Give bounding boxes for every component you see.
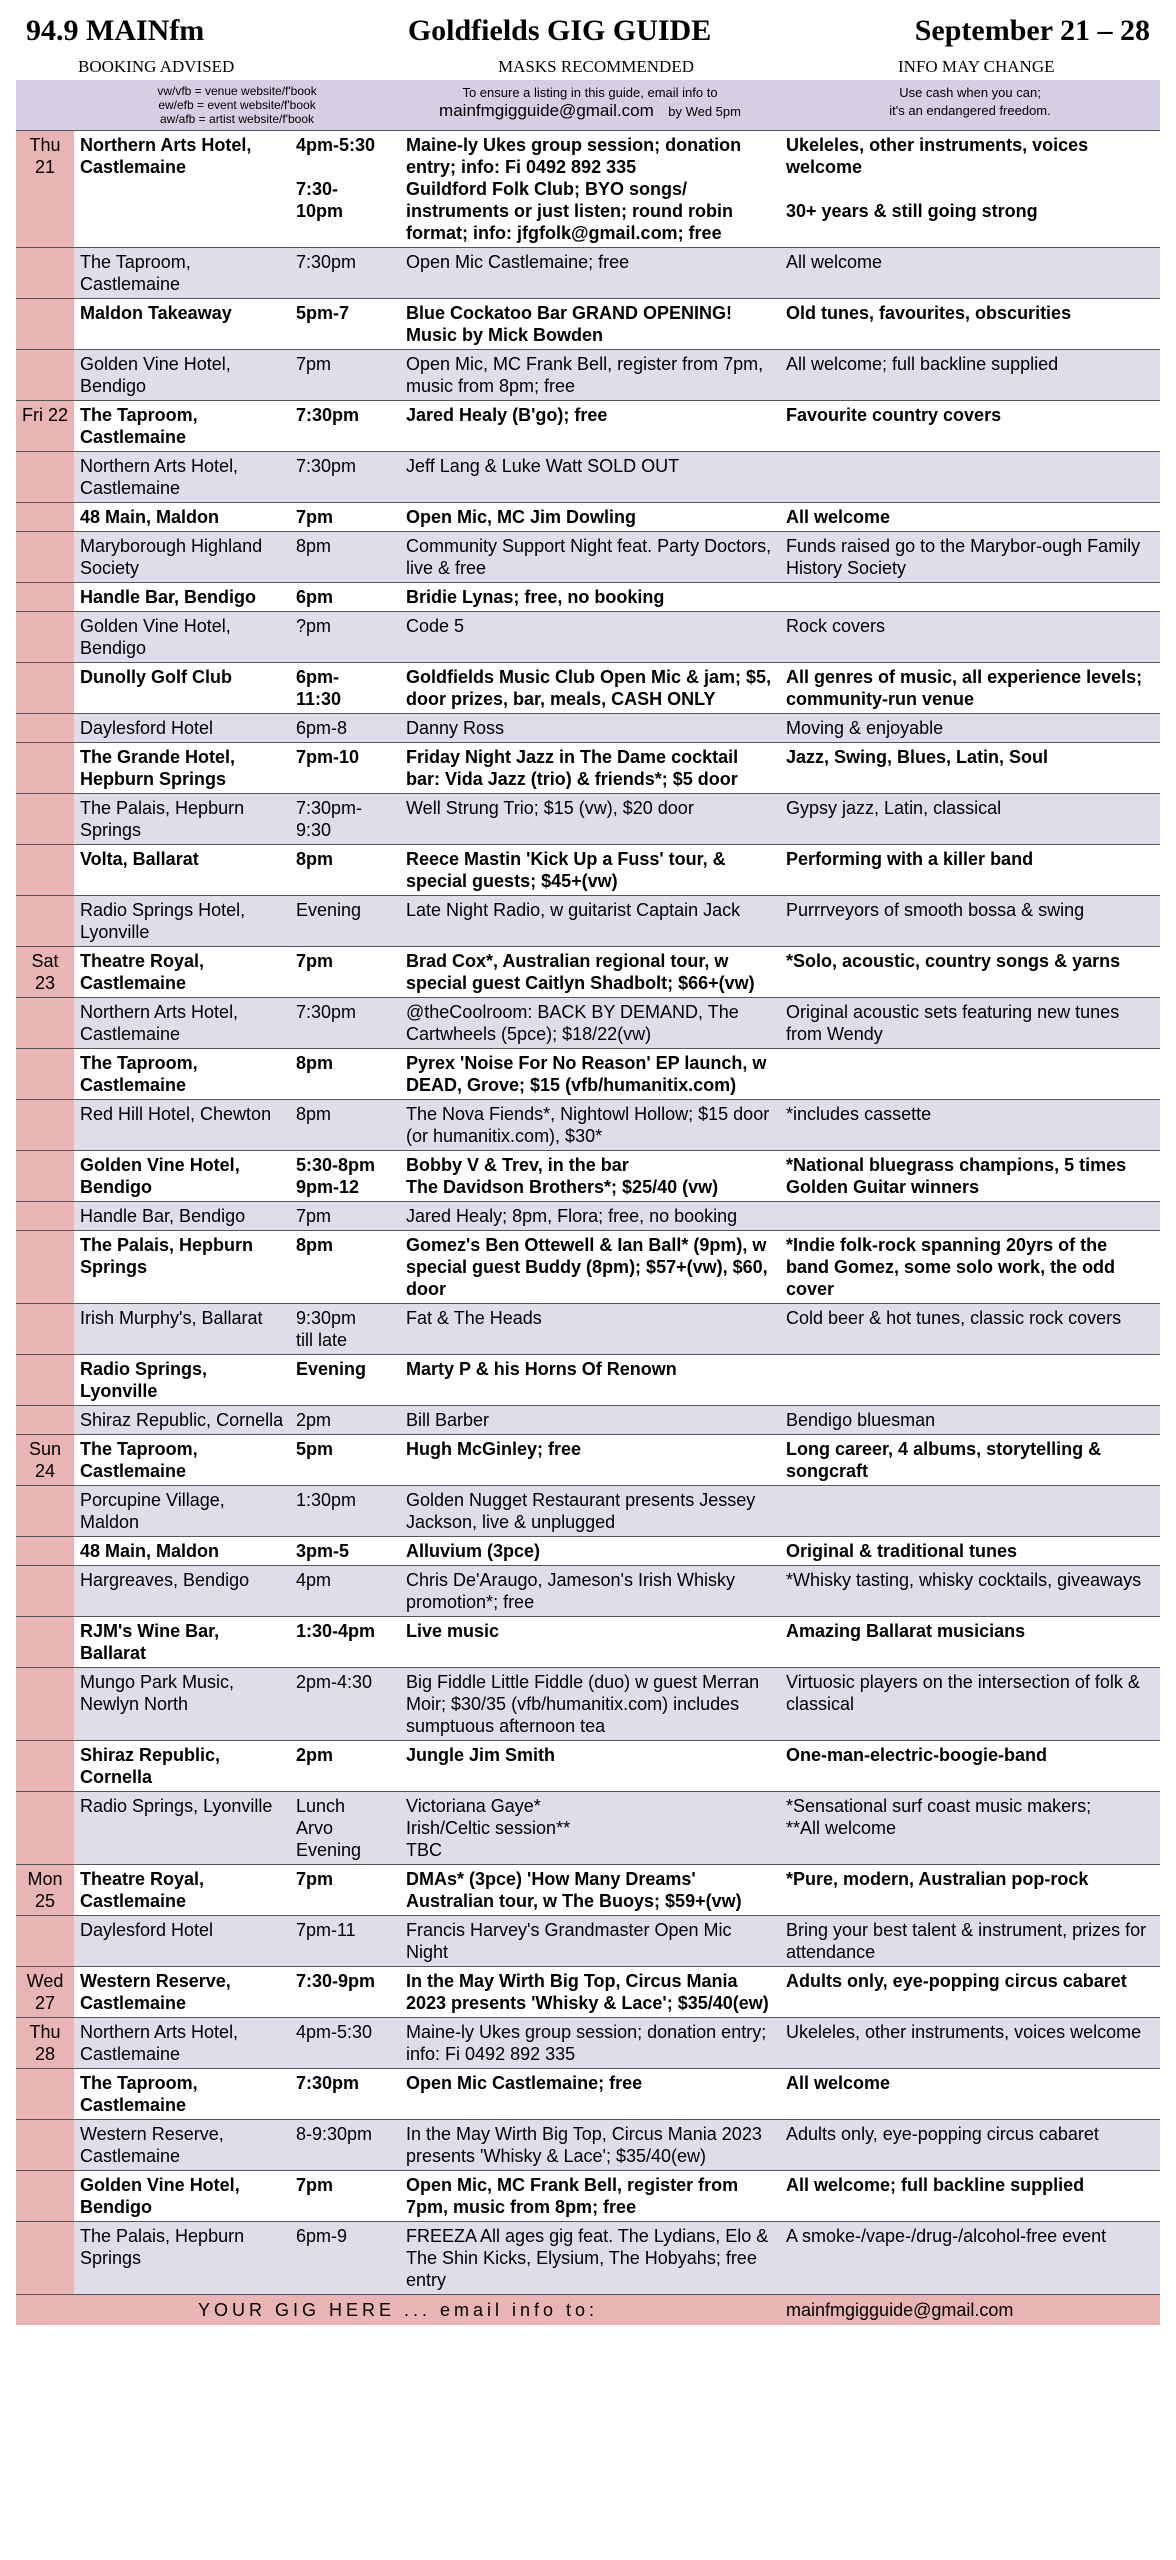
gig-venue: Golden Vine Hotel, Bendigo	[80, 2175, 240, 2217]
gig-info: *Pure, modern, Australian pop-rock	[786, 1869, 1089, 1889]
gig-time: 4pm	[290, 1566, 400, 1617]
gig-row	[16, 583, 1160, 612]
gig-row	[16, 1049, 1160, 1100]
notice-text: To ensure a listing in this guide, email info to	[462, 85, 718, 100]
gig-event: Jared Healy; 8pm, Flora; free, no booking	[400, 1202, 780, 1231]
gig-info: All welcome	[780, 248, 1160, 299]
gig-day	[16, 998, 74, 1049]
gig-event: Blue Cockatoo Bar GRAND OPENING! Music by Mick Bowden	[406, 303, 733, 345]
gig-row	[16, 1792, 1160, 1865]
gig-row	[16, 794, 1160, 845]
gig-venue: Daylesford Hotel	[74, 714, 290, 743]
gig-venue: Mungo Park Music, Newlyn North	[74, 1668, 290, 1741]
gig-info: *Whisky tasting, whisky cocktails, giveaways	[780, 1566, 1160, 1617]
gig-day	[16, 1049, 74, 1100]
cash-notice	[780, 80, 1160, 131]
gig-info: Amazing Ballarat musicians	[786, 1621, 1026, 1641]
gig-row	[16, 1100, 1160, 1151]
gig-info: All genres of music, all experience levels; community-run venue	[786, 667, 1143, 709]
gig-row	[16, 714, 1160, 743]
gig-day	[16, 714, 74, 743]
gig-event: DMAs* (3pce) 'How Many Dreams' Australian tour, w The Buoys; $59+(vw)	[406, 1869, 742, 1911]
gig-time: 7:30pm	[296, 405, 360, 425]
gig-venue: The Palais, Hepburn Springs	[74, 2222, 290, 2295]
gig-info: Bring your best talent & instrument, prizes for attendance	[780, 1916, 1160, 1967]
gig-info: Performing with a killer band	[786, 849, 1034, 869]
gig-time: 7:30-9pm	[296, 1971, 376, 1991]
gig-row	[16, 1865, 1160, 1916]
gig-time: 6pm- 11:30	[296, 667, 342, 709]
gig-info: Original acoustic sets featuring new tunes from Wendy	[780, 998, 1160, 1049]
gig-info	[780, 452, 1160, 503]
gig-info: Purrrveyors of smooth bossa & swing	[780, 896, 1160, 947]
gig-time: 7pm-11	[290, 1916, 400, 1967]
gig-event: Pyrex 'Noise For No Reason' EP launch, w DEAD, Grove; $15 (vfb/humanitix.com)	[406, 1053, 767, 1095]
gig-info: All welcome	[786, 507, 891, 527]
gig-day	[16, 743, 74, 794]
gig-row	[16, 845, 1160, 896]
gig-venue: The Taproom, Castlemaine	[74, 248, 290, 299]
gig-time: 9:30pm till late	[290, 1304, 400, 1355]
gig-venue: The Palais, Hepburn Springs	[80, 1235, 254, 1277]
gig-venue: Theatre Royal, Castlemaine	[80, 951, 205, 993]
gig-event: The Nova Fiends*, Nightowl Hollow; $15 door (or humanitix.com), $30*	[400, 1100, 780, 1151]
gig-event: Reece Mastin 'Kick Up a Fuss' tour, & special guests; $45+(vw)	[406, 849, 726, 891]
gig-venue: The Taproom, Castlemaine	[80, 1439, 198, 1481]
gig-info: Cold beer & hot tunes, classic rock covers	[780, 1304, 1160, 1355]
gig-info: Favourite country covers	[786, 405, 1002, 425]
gig-row	[16, 452, 1160, 503]
gig-info: Gypsy jazz, Latin, classical	[780, 794, 1160, 845]
gig-time: 7pm	[290, 1202, 400, 1231]
legend-line: vw/vfb = venue website/f'book	[157, 84, 317, 98]
gig-event: Live music	[406, 1621, 500, 1641]
station-name: 94.9 MAINfm	[26, 14, 205, 47]
gig-event: Francis Harvey's Grandmaster Open Mic Night	[400, 1916, 780, 1967]
gig-row	[16, 743, 1160, 794]
gig-row	[16, 2120, 1160, 2171]
day-spacer	[16, 80, 74, 131]
gig-time: 7pm	[296, 507, 334, 527]
gig-day	[16, 2171, 74, 2222]
gig-info	[780, 1049, 1160, 1100]
gig-event: Jungle Jim Smith	[406, 1745, 556, 1765]
gig-day: Wed 27	[16, 1967, 74, 2018]
gig-info: *Indie folk-rock spanning 20yrs of the band Gomez, some solo work, the odd cover	[786, 1235, 1116, 1299]
gig-row	[16, 503, 1160, 532]
gig-event: Fat & The Heads	[400, 1304, 780, 1355]
footer-email-link[interactable]: mainfmgigguide@gmail.com	[780, 2295, 1160, 2326]
gig-row	[16, 1537, 1160, 1566]
gig-event: Bill Barber	[400, 1406, 780, 1435]
gig-event: Gomez's Ben Ottewell & Ian Ball* (9pm), w special guest Buddy (8pm); $57+(vw), $60, door	[406, 1235, 768, 1299]
gig-time: 7pm	[290, 350, 400, 401]
gig-row	[16, 401, 1160, 452]
gig-day	[16, 1486, 74, 1537]
gig-event: In the May Wirth Big Top, Circus Mania 2023 presents 'Whisky & Lace'; $35/40(ew)	[400, 2120, 780, 2171]
guide-subheader	[16, 54, 1160, 80]
gig-event: Hugh McGinley; free	[406, 1439, 582, 1459]
gig-venue: The Grande Hotel, Hepburn Springs	[80, 747, 236, 789]
gig-time: 7pm	[296, 1869, 334, 1889]
gig-day	[16, 1566, 74, 1617]
gig-info: Jazz, Swing, Blues, Latin, Soul	[786, 747, 1049, 767]
gig-info: Ukeleles, other instruments, voices welcome	[780, 2018, 1160, 2069]
gig-event: Brad Cox*, Australian regional tour, w special guest Caitlyn Shadbolt; $66+(vw)	[406, 951, 755, 993]
gig-time: 5pm-7	[296, 303, 350, 323]
gig-time: 7:30pm	[290, 998, 400, 1049]
gig-time: 5pm	[296, 1439, 334, 1459]
gig-time: 8pm	[290, 1100, 400, 1151]
gig-venue: Shiraz Republic, Cornella	[74, 1406, 290, 1435]
gig-event: Open Mic Castlemaine; free	[400, 248, 780, 299]
gig-venue: Daylesford Hotel	[74, 1916, 290, 1967]
gig-time: 6pm-9	[290, 2222, 400, 2295]
gig-venue: Maldon Takeaway	[80, 303, 232, 323]
gig-venue: Golden Vine Hotel, Bendigo	[80, 1155, 240, 1197]
gig-day: Fri 22	[16, 401, 74, 452]
gig-row	[16, 1151, 1160, 1202]
gig-day	[16, 248, 74, 299]
notice-deadline: by Wed 5pm	[668, 104, 741, 119]
gig-day	[16, 1617, 74, 1668]
gig-event: Golden Nugget Restaurant presents Jessey Jackson, live & unplugged	[400, 1486, 780, 1537]
gig-row	[16, 1486, 1160, 1537]
gig-row	[16, 1355, 1160, 1406]
gig-time: 2pm-4:30	[290, 1668, 400, 1741]
gig-day: Mon 25	[16, 1865, 74, 1916]
gig-day	[16, 1304, 74, 1355]
gig-info: Virtuosic players on the intersection of folk & classical	[780, 1668, 1160, 1741]
gig-event: Bridie Lynas; free, no booking	[406, 587, 665, 607]
info-may-change: INFO MAY CHANGE	[898, 57, 1055, 76]
gig-time: Lunch Arvo Evening	[290, 1792, 400, 1865]
gig-info: Rock covers	[780, 612, 1160, 663]
gig-day	[16, 845, 74, 896]
gig-time: 4pm-5:30 7:30- 10pm	[296, 135, 376, 221]
gig-info: *National bluegrass champions, 5 times Golden Guitar winners	[786, 1155, 1127, 1197]
gig-row	[16, 1435, 1160, 1486]
gig-event: Marty P & his Horns Of Renown	[406, 1359, 677, 1379]
gig-event: Danny Ross	[400, 714, 780, 743]
gig-time: 7pm-10	[296, 747, 360, 767]
booking-advised: BOOKING ADVISED	[78, 57, 235, 76]
gig-venue: RJM's Wine Bar, Ballarat	[80, 1621, 220, 1663]
gig-row	[16, 998, 1160, 1049]
gig-venue: Northern Arts Hotel, Castlemaine	[80, 135, 252, 177]
notice-email-link[interactable]: mainfmgigguide@gmail.com	[439, 101, 654, 120]
gig-day	[16, 350, 74, 401]
gig-day	[16, 663, 74, 714]
gig-day: Sun 24	[16, 1435, 74, 1486]
gig-info: One-man-electric-boogie-band	[786, 1745, 1048, 1765]
gig-day	[16, 1537, 74, 1566]
gig-day	[16, 1355, 74, 1406]
gig-time: 6pm	[296, 587, 334, 607]
gig-row	[16, 947, 1160, 998]
legend-line: ew/efb = event website/f'book	[158, 98, 316, 112]
gig-day	[16, 583, 74, 612]
gig-row	[16, 1668, 1160, 1741]
gig-venue: Handle Bar, Bendigo	[74, 1202, 290, 1231]
gig-info	[780, 1202, 1160, 1231]
gig-day	[16, 1916, 74, 1967]
cash-line: it's an endangered freedom.	[889, 103, 1051, 118]
gig-venue: Northern Arts Hotel, Castlemaine	[74, 998, 290, 1049]
gig-info: *Solo, acoustic, country songs & yarns	[786, 951, 1121, 971]
gig-day	[16, 1406, 74, 1435]
gig-row	[16, 248, 1160, 299]
gig-row	[16, 2018, 1160, 2069]
gig-time: ?pm	[290, 612, 400, 663]
gig-day: Thu 28	[16, 2018, 74, 2069]
gig-time: 8pm	[290, 532, 400, 583]
gig-info: Adults only, eye-popping circus cabaret	[786, 1971, 1127, 1991]
gig-venue: The Taproom, Castlemaine	[80, 2073, 198, 2115]
gig-time: 8pm	[296, 849, 334, 869]
gig-info: Old tunes, favourites, obscurities	[786, 303, 1072, 323]
masks-recommended: MASKS RECOMMENDED	[498, 57, 694, 76]
gig-info: Bendigo bluesman	[780, 1406, 1160, 1435]
gig-venue: 48 Main, Maldon	[80, 507, 220, 527]
gig-venue: Irish Murphy's, Ballarat	[74, 1304, 290, 1355]
gig-day	[16, 1100, 74, 1151]
info-header-row	[16, 80, 1160, 131]
gig-day	[16, 452, 74, 503]
gig-row	[16, 1202, 1160, 1231]
abbrev-legend	[74, 80, 400, 131]
gig-row	[16, 663, 1160, 714]
gig-venue: Golden Vine Hotel, Bendigo	[74, 612, 290, 663]
gig-event: Bobby V & Trev, in the bar The Davidson Brothers*; $25/40 (vw)	[406, 1155, 719, 1197]
gig-row	[16, 299, 1160, 350]
gig-info	[780, 1355, 1160, 1406]
gig-day	[16, 1741, 74, 1792]
gig-venue: Maryborough Highland Society	[74, 532, 290, 583]
gig-event: Well Strung Trio; $15 (vw), $20 door	[400, 794, 780, 845]
gig-time: 1:30-4pm	[296, 1621, 376, 1641]
gig-day	[16, 503, 74, 532]
gig-time: 7:30pm- 9:30	[290, 794, 400, 845]
gig-event: Maine-ly Ukes group session; donation entry; info: Fi 0492 892 335	[400, 2018, 780, 2069]
gig-row	[16, 1406, 1160, 1435]
gig-info: Ukeleles, other instruments, voices welcome 30+ years & still going strong	[786, 135, 1089, 221]
gig-info: Funds raised go to the Marybor-ough Family History Society	[780, 532, 1160, 583]
gig-row	[16, 350, 1160, 401]
gig-info: *includes cassette	[780, 1100, 1160, 1151]
gig-event: Chris De'Araugo, Jameson's Irish Whisky promotion*; free	[400, 1566, 780, 1617]
gig-day	[16, 1668, 74, 1741]
gig-event: Big Fiddle Little Fiddle (duo) w guest Merran Moir; $30/35 (vfb/humanitix.com) includes sumptuous afternoon tea	[400, 1668, 780, 1741]
gig-venue: Red Hill Hotel, Chewton	[74, 1100, 290, 1151]
gig-time: 7:30pm	[290, 452, 400, 503]
gig-row	[16, 896, 1160, 947]
cash-line: Use cash when you can;	[899, 85, 1041, 100]
gig-event: Code 5	[400, 612, 780, 663]
gig-row	[16, 2171, 1160, 2222]
gig-event: Victoriana Gaye* Irish/Celtic session** TBC	[400, 1792, 780, 1865]
gig-row	[16, 1304, 1160, 1355]
gig-time: Evening	[290, 896, 400, 947]
gig-event: Open Mic, MC Frank Bell, register from 7pm, music from 8pm; free	[400, 350, 780, 401]
gig-event: Goldfields Music Club Open Mic & jam; $5, door prizes, bar, meals, CASH ONLY	[406, 667, 772, 709]
gig-venue: Western Reserve, Castlemaine	[80, 1971, 231, 2013]
footer-label: YOUR GIG HERE ... email info to:	[16, 2295, 780, 2326]
footer-row	[16, 2295, 1160, 2326]
guide-title: Goldfields GIG GUIDE	[407, 14, 712, 47]
gig-event: Friday Night Jazz in The Dame cocktail bar: Vida Jazz (trio) & friends*; $5 door	[406, 747, 739, 789]
gig-day	[16, 1151, 74, 1202]
listing-notice	[400, 80, 780, 131]
gig-time: Evening	[296, 1359, 367, 1379]
gig-venue: Porcupine Village, Maldon	[74, 1486, 290, 1537]
gig-time: 7pm	[296, 2175, 334, 2195]
gig-event: In the May Wirth Big Top, Circus Mania 2023 presents 'Whisky & Lace'; $35/40(ew)	[406, 1971, 769, 2013]
gig-day	[16, 1792, 74, 1865]
gig-event: Jeff Lang & Luke Watt SOLD OUT	[400, 452, 780, 503]
gig-event: FREEZA All ages gig feat. The Lydians, Elo & The Shin Kicks, Elysium, The Hobyahs; free entry	[400, 2222, 780, 2295]
gig-venue: The Taproom, Castlemaine	[80, 1053, 198, 1095]
gig-venue: Northern Arts Hotel, Castlemaine	[74, 452, 290, 503]
gig-day	[16, 794, 74, 845]
gig-info: All welcome; full backline supplied	[786, 2175, 1085, 2195]
gig-day	[16, 1202, 74, 1231]
gig-row	[16, 1617, 1160, 1668]
gig-venue: Handle Bar, Bendigo	[80, 587, 257, 607]
gig-row	[16, 1916, 1160, 1967]
gig-info: *Sensational surf coast music makers; **All welcome	[780, 1792, 1160, 1865]
gig-venue: Dunolly Golf Club	[80, 667, 232, 687]
gig-day: Sat 23	[16, 947, 74, 998]
gig-event: Maine-ly Ukes group session; donation entry; info: Fi 0492 892 335 Guildford Folk Club; BYO songs/ instruments or just listen; round robin format; info: jfgfolk@gmail.com; free	[406, 135, 742, 243]
gig-info: Original & traditional tunes	[786, 1541, 1018, 1561]
gig-day	[16, 299, 74, 350]
gig-info: Adults only, eye-popping circus cabaret	[780, 2120, 1160, 2171]
gig-row	[16, 2222, 1160, 2295]
gig-venue: The Taproom, Castlemaine	[80, 405, 198, 447]
gig-time: 1:30pm	[290, 1486, 400, 1537]
gig-day	[16, 612, 74, 663]
gig-time: 8pm	[296, 1053, 334, 1073]
gig-time: 4pm-5:30	[290, 2018, 400, 2069]
gig-venue: Hargreaves, Bendigo	[74, 1566, 290, 1617]
gig-time: 3pm-5	[296, 1541, 350, 1561]
gig-guide-page	[16, 0, 1160, 2325]
gig-row	[16, 1741, 1160, 1792]
guide-header	[16, 14, 1160, 54]
gig-info: All welcome; full backline supplied	[780, 350, 1160, 401]
gig-day	[16, 2069, 74, 2120]
gig-venue: Shiraz Republic, Cornella	[80, 1745, 221, 1787]
gig-time: 6pm-8	[290, 714, 400, 743]
gig-venue: The Palais, Hepburn Springs	[74, 794, 290, 845]
gig-venue: Theatre Royal, Castlemaine	[80, 1869, 205, 1911]
gig-table	[16, 80, 1160, 2294]
gig-venue: Radio Springs, Lyonville	[80, 1359, 208, 1401]
gig-day	[16, 532, 74, 583]
gig-row	[16, 1566, 1160, 1617]
gig-row	[16, 1231, 1160, 1304]
gig-row	[16, 532, 1160, 583]
gig-day	[16, 2120, 74, 2171]
gig-day	[16, 896, 74, 947]
gig-venue: Northern Arts Hotel, Castlemaine	[74, 2018, 290, 2069]
gig-event: Jared Healy (B'go); free	[406, 405, 608, 425]
gig-event: @theCoolroom: BACK BY DEMAND, The Cartwheels (5pce); $18/22(vw)	[400, 998, 780, 1049]
gig-time: 7pm	[296, 951, 334, 971]
gig-row	[16, 1967, 1160, 2018]
gig-day: Thu 21	[16, 131, 74, 248]
gig-venue: Radio Springs, Lyonville	[74, 1792, 290, 1865]
gig-time: 8-9:30pm	[290, 2120, 400, 2171]
gig-venue: Golden Vine Hotel, Bendigo	[74, 350, 290, 401]
gig-event: Late Night Radio, w guitarist Captain Jack	[400, 896, 780, 947]
gig-venue: Volta, Ballarat	[80, 849, 199, 869]
guide-dates: September 21 – 28	[914, 14, 1150, 47]
gig-time: 2pm	[290, 1406, 400, 1435]
gig-time: 5:30-8pm 9pm-12	[296, 1155, 376, 1197]
gig-info: Moving & enjoyable	[780, 714, 1160, 743]
gig-time: 2pm	[296, 1745, 334, 1765]
gig-venue: Western Reserve, Castlemaine	[74, 2120, 290, 2171]
gig-day	[16, 1231, 74, 1304]
gig-venue: 48 Main, Maldon	[80, 1541, 220, 1561]
gig-info: Long career, 4 albums, storytelling & songcraft	[786, 1439, 1102, 1481]
gig-row	[16, 2069, 1160, 2120]
gig-event: Community Support Night feat. Party Doctors, live & free	[400, 532, 780, 583]
gig-venue: Radio Springs Hotel, Lyonville	[74, 896, 290, 947]
gig-time: 7:30pm	[296, 2073, 360, 2093]
gig-row	[16, 612, 1160, 663]
gig-event: Open Mic, MC Jim Dowling	[406, 507, 637, 527]
gig-info	[780, 1486, 1160, 1537]
footer-table	[16, 2294, 1160, 2325]
gig-row	[16, 131, 1160, 248]
gig-event: Open Mic, MC Frank Bell, register from 7pm, music from 8pm; free	[406, 2175, 739, 2217]
gig-info	[780, 583, 1160, 612]
gig-day	[16, 2222, 74, 2295]
gig-info: All welcome	[786, 2073, 891, 2093]
legend-line: aw/afb = artist website/f'book	[159, 112, 315, 126]
gig-event: Open Mic Castlemaine; free	[406, 2073, 643, 2093]
gig-time: 8pm	[296, 1235, 334, 1255]
gig-info: A smoke-/vape-/drug-/alcohol-free event	[780, 2222, 1160, 2295]
gig-event: Alluvium (3pce)	[406, 1541, 541, 1561]
gig-time: 7:30pm	[290, 248, 400, 299]
